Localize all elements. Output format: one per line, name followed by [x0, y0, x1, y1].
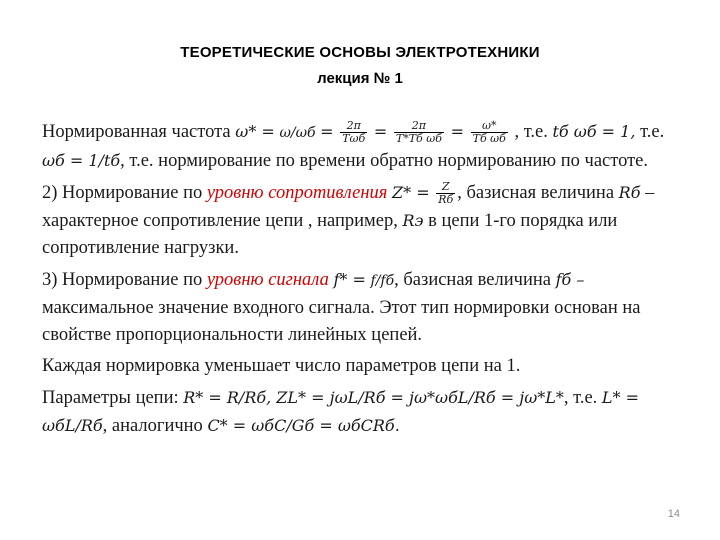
- highlight-text: уровню сигнала: [206, 270, 329, 290]
- formula: L* = ωбL/Rб: [42, 388, 640, 435]
- fraction: $\frac{Z}{Rб}$: [438, 180, 454, 207]
- text: , т.е.: [563, 388, 598, 408]
- text: Нормированная частота: [42, 122, 231, 142]
- text: , т.е. нормирование по времени обратно нормированию по частоте.: [120, 151, 649, 171]
- text: , базисная величина: [457, 183, 615, 203]
- formula: , ZL* = jωL/Rб = jω*ωбL/Rб = jω*L*: [266, 388, 564, 407]
- fraction: $\frac{\omega*}{\text{Tб ωб}}$: [472, 119, 506, 146]
- text: , т.е.: [514, 122, 548, 142]
- formula: ω* =: [235, 122, 275, 141]
- paragraph-signal: [42, 266, 682, 349]
- text: – характерное сопротивление цепи , например,: [42, 183, 655, 231]
- formula: fб –: [555, 270, 585, 289]
- text: в цепи 1-го порядка или сопротивление нагрузки.: [42, 211, 618, 258]
- formula: =: [450, 122, 464, 141]
- formula: tб ωб = 1,: [552, 122, 636, 141]
- formula: f/fб: [370, 273, 395, 289]
- formula: f* =: [333, 270, 366, 289]
- formula: =: [320, 122, 334, 141]
- fraction: $\frac{2\pi}{\text{T*Tб ωб}}$: [395, 119, 442, 146]
- formula: ωб = 1/tб: [42, 151, 121, 170]
- text: , аналогично: [102, 416, 203, 436]
- text: т.е.: [640, 122, 665, 142]
- formula: ω/ωб: [279, 125, 316, 141]
- text: Параметры цепи:: [42, 388, 179, 408]
- page-number: 14: [667, 508, 680, 520]
- text: 3) Нормирование по: [42, 270, 203, 290]
- paragraph-frequency: [42, 118, 682, 175]
- highlight-text: уровню сопротивления: [206, 183, 388, 203]
- paragraph-reduction: Каждая нормировка уменьшает число параметров цепи на 1.: [42, 356, 521, 376]
- slide-body: [42, 118, 682, 444]
- paragraph-parameters: [42, 384, 682, 440]
- paragraph-resistance: [42, 179, 682, 262]
- formula: Rб: [618, 183, 641, 202]
- formula: Rэ: [402, 211, 424, 230]
- slide-title: ТЕОРЕТИЧЕСКИЕ ОСНОВЫ ЭЛЕКТРОТЕХНИКИ: [180, 44, 540, 61]
- slide-subtitle: лекция № 1: [317, 70, 403, 87]
- formula: R* = R/Rб: [183, 388, 267, 407]
- formula: C* = ωбC/Gб = ωбCRб.: [207, 416, 400, 435]
- fraction: $\frac{2\pi}{\text{Tωб}}$: [342, 119, 366, 146]
- formula: Z* =: [391, 183, 430, 202]
- text: , базисная величина: [394, 270, 551, 290]
- text: максимальное значение входного сигнала. Этот тип нормировки основан на свойстве пропорциональности линейных цепей.: [42, 298, 641, 345]
- text: 2) Нормирование по: [42, 183, 203, 203]
- formula: =: [373, 122, 388, 141]
